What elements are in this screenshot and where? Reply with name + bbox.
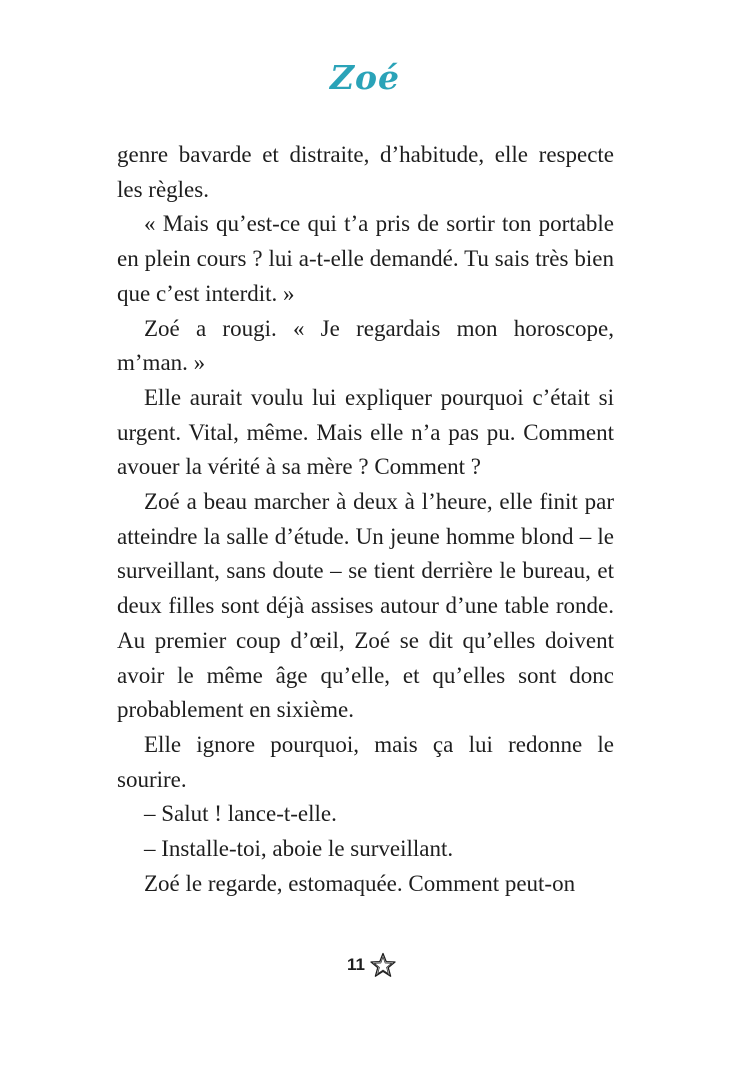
paragraph: – Installe-toi, aboie le surveillant. [144, 836, 454, 862]
paragraph: – Salut ! lance-t-elle. [144, 801, 337, 827]
paragraph: genre bavarde et distraite, d’habitude, elle respecte les règles. [117, 142, 614, 202]
page-footer [0, 952, 730, 978]
page-number: 11 [347, 955, 365, 974]
body-text [117, 138, 614, 901]
paragraph: Zoé a beau marcher à deux à l’heure, elle finit par atteindre la salle d’étude. Un jeune homme blond – le surveillant, sans doute – se tient derrière le bureau, et deux filles sont déjà assises autour d’une table ronde. Au premier coup d’œil, Zoé se dit qu’elles doivent avoir le même âge qu’elle, et qu’elles sont donc probablement en sixième. [117, 489, 614, 723]
paragraph: « Mais qu’est-ce qui t’a pris de sortir ton portable en plein cours ? lui a-t-elle demandé. Tu sais très bien que c’est interdit. » [117, 211, 614, 306]
paragraph: Zoé a rougi. « Je regardais mon horoscope, m’man. » [117, 315, 614, 376]
star-icon [369, 952, 397, 978]
paragraph: Elle aurait voulu lui expliquer pourquoi c’était si urgent. Vital, même. Mais elle n’a pas pu. Comment avouer la vérité à sa mère ? Comment ? [117, 384, 614, 480]
paragraph: Zoé le regarde, estomaquée. Comment peut-on [144, 870, 576, 896]
running-head-title: Zoé [329, 58, 401, 97]
paragraph: Elle ignore pourquoi, mais ça lui redonne le sourire. [117, 731, 614, 792]
